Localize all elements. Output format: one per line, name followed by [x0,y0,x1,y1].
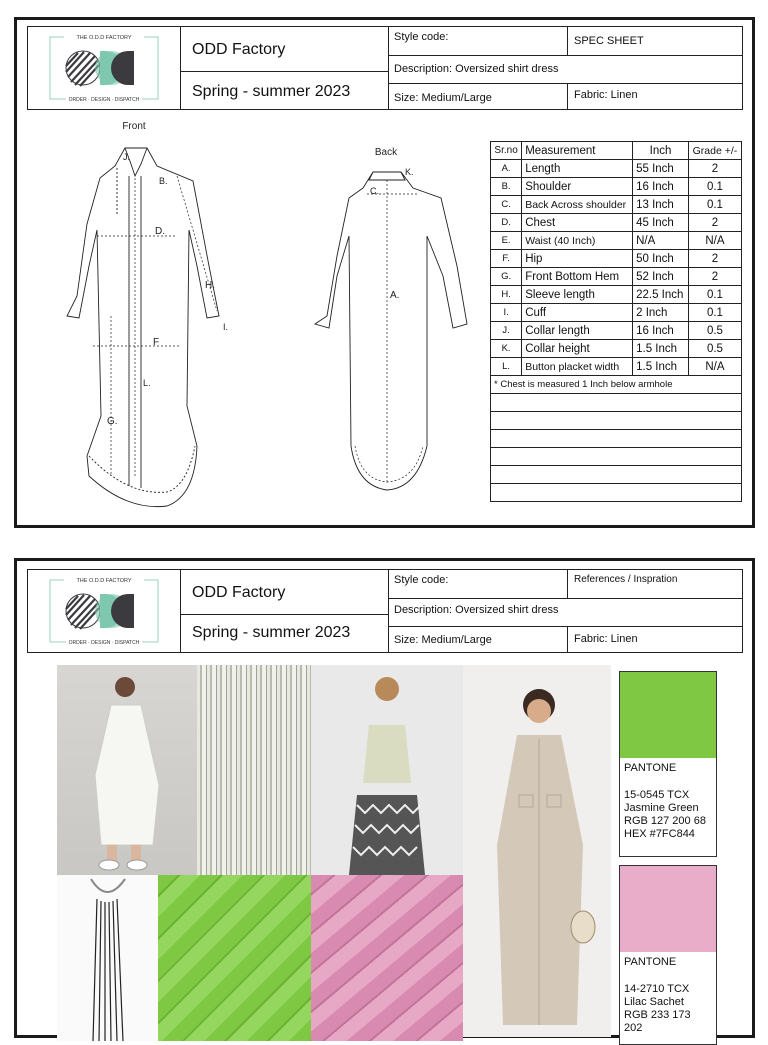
row-grade: 0.5 [688,322,741,340]
swatch-rgb: RGB 233 173 202 [624,1009,691,1034]
logo-bottom-text: ORDER · DESIGN · DISPATCH [68,640,140,646]
brand-name: ODD Factory [192,41,286,58]
row-measurement: Collar length [522,322,633,340]
label-g: G. [107,416,118,427]
info-grid-2 [388,570,742,652]
row-grade: 2 [688,268,741,286]
fabric: Fabric: Linen [574,89,638,101]
row-inch: 1.5 Inch [633,340,689,358]
row-sr: D. [491,214,522,232]
size: Size: Medium/Large [388,83,568,110]
logo [28,27,181,109]
table-header-row [491,142,742,160]
row-inch: 22.5 Inch [633,286,689,304]
fabric: Fabric: Linen [574,633,638,645]
table-row [491,250,742,268]
table-row [491,304,742,322]
empty-row [491,394,742,412]
column-header: Grade +/- [688,142,741,160]
row-grade: 2 [688,214,741,232]
row-sr: E. [491,232,522,250]
reference-photo-pink-linen [311,875,463,1041]
row-inch: 50 Inch [633,250,689,268]
logo-bottom-text: ORDER · DESIGN · DISPATCH [68,97,140,103]
swatch-name: Lilac Sachet [624,996,684,1008]
description: Description: Oversized shirt dress [394,63,559,75]
measurement-table [490,141,742,502]
label-a: A. [390,290,400,301]
swatch-name: Jasmine Green [624,802,699,814]
odd-factory-logo [28,27,180,111]
row-grade: 0.5 [688,340,741,358]
swatch-code: 14-2710 TCX [624,983,690,995]
row-measurement: Length [522,160,633,178]
front-dress-outline [67,148,219,507]
doc-type: References / Inspration [574,574,678,585]
back-label: Back [374,147,398,158]
reference-photo-fringe-texture [197,665,311,875]
row-inch: 45 Inch [633,214,689,232]
label-k: K. [405,167,414,177]
empty-row [491,466,742,484]
column-header: Sr.no [491,142,522,160]
row-grade: N/A [688,358,741,376]
row-sr: F. [491,250,522,268]
row-measurement: Back Across shoulder [522,196,633,214]
table-row [491,322,742,340]
reference-photo-linen-shirt-dress [463,665,611,1037]
reference-photo-white-shirt-dress [57,665,197,875]
row-measurement: Cuff [522,304,633,322]
reference-sheet-page [14,558,755,1038]
back-dress-outline [315,172,467,490]
row-grade: 0.1 [688,196,741,214]
table-row [491,340,742,358]
row-measurement: Hip [522,250,633,268]
spec-sheet-page [14,17,755,528]
table-row [491,232,742,250]
size: Size: Medium/Large [388,626,568,653]
row-sr: K. [491,340,522,358]
empty-row [491,430,742,448]
row-measurement: Waist (40 Inch) [522,232,633,250]
row-measurement: Shoulder [522,178,633,196]
swatch-color-pink [620,866,716,952]
empty-row [491,484,742,502]
row-inch: 2 Inch [633,304,689,322]
row-inch: 13 Inch [633,196,689,214]
brand-name: ODD Factory [192,584,286,601]
row-sr: A. [491,160,522,178]
label-l: L. [143,378,151,388]
table-note-row [491,376,742,394]
season: Spring - summer 2023 [192,83,351,100]
table-row [491,358,742,376]
row-grade: 2 [688,250,741,268]
empty-row [491,412,742,430]
row-sr: C. [491,196,522,214]
row-measurement: Sleeve length [522,286,633,304]
row-measurement: Collar height [522,340,633,358]
brand-cell-2 [180,570,389,652]
label-h: H. [205,280,215,291]
row-grade: 2 [688,160,741,178]
label-i: I. [223,322,229,332]
odd-factory-logo [28,570,180,654]
info-grid [388,27,742,109]
row-inch: N/A [633,232,689,250]
back-collar [369,172,405,180]
front-label: Front [122,121,146,132]
row-sr: J. [491,322,522,340]
table-row [491,268,742,286]
technical-drawing [17,116,487,521]
swatch-hex: HEX #7FC844 [624,828,695,840]
row-sr: B. [491,178,522,196]
row-measurement: Front Bottom Hem [522,268,633,286]
swatch-title: PANTONE [624,956,677,968]
label-c: C. [370,186,379,196]
column-header: Inch [633,142,689,160]
row-sr: L. [491,358,522,376]
swatch-rgb: RGB 127 200 68 [624,815,706,827]
row-inch: 55 Inch [633,160,689,178]
table-row [491,196,742,214]
header-block [27,26,743,110]
brand-cell [180,27,389,109]
swatch-title: PANTONE [624,762,677,774]
pantone-swatch-green [619,671,717,857]
row-sr: G. [491,268,522,286]
swatch-color-green [620,672,716,758]
table-row [491,286,742,304]
label-j: J. [123,152,131,162]
style-code-label: Style code: [388,570,568,598]
logo-2 [28,570,181,652]
row-grade: 0.1 [688,286,741,304]
table-note: * Chest is measured 1 Inch below armhole [491,376,742,394]
pantone-swatch-pink [619,865,717,1045]
row-inch: 52 Inch [633,268,689,286]
table-row [491,160,742,178]
doc-type: SPEC SHEET [574,35,644,47]
column-header: Measurement [522,142,633,160]
reference-photo-halter-top [311,665,463,875]
row-grade: 0.1 [688,178,741,196]
header-block-2 [27,569,743,653]
swatch-code: 15-0545 TCX [624,789,690,801]
label-d: D. [155,226,165,237]
row-sr: I. [491,304,522,322]
reference-photo-fringe-necklace [57,875,158,1041]
row-sr: H. [491,286,522,304]
row-inch: 16 Inch [633,178,689,196]
logo-top-text: THE O.D.D FACTORY [76,35,132,41]
row-measurement: Chest [522,214,633,232]
description: Description: Oversized shirt dress [394,604,559,616]
season: Spring - summer 2023 [192,624,351,641]
style-code-label: Style code: [388,27,568,55]
table-row [491,178,742,196]
reference-photo-green-linen [158,875,311,1041]
row-inch: 1.5 Inch [633,358,689,376]
empty-row [491,448,742,466]
row-grade: N/A [688,232,741,250]
label-f: F [153,337,160,348]
logo-top-text: THE O.D.D FACTORY [76,578,132,584]
label-b: B. [159,176,168,186]
table-row [491,214,742,232]
row-inch: 16 Inch [633,322,689,340]
row-grade: 0.1 [688,304,741,322]
row-measurement: Button placket width [522,358,633,376]
